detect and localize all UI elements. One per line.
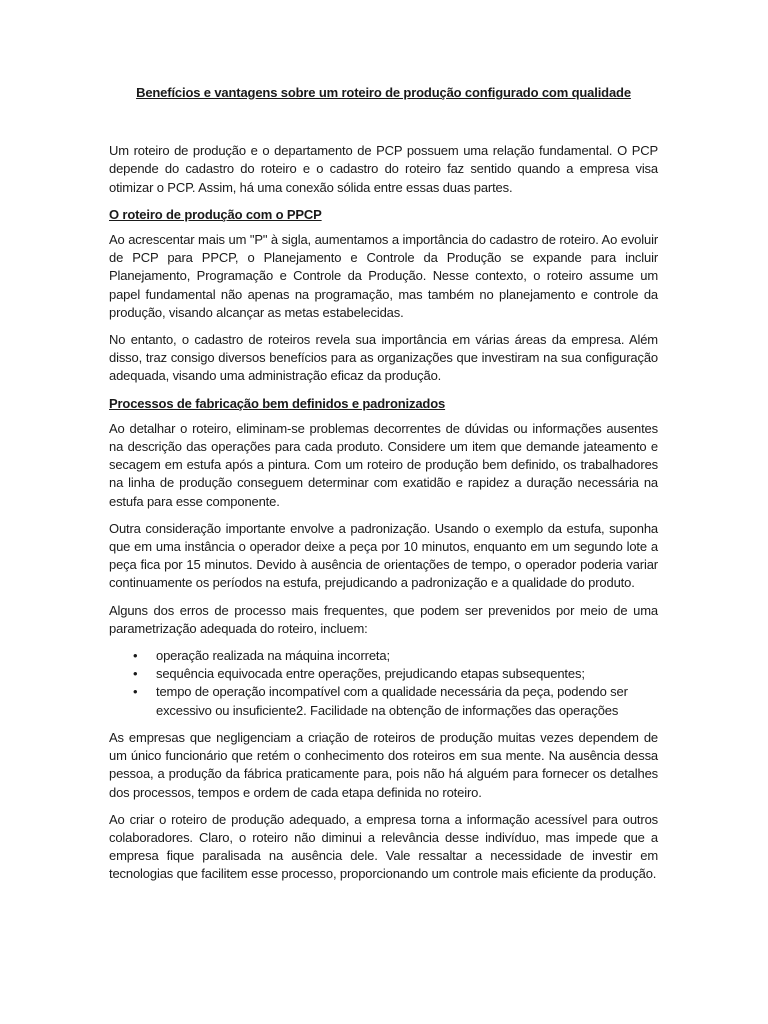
document-title: Benefícios e vantagens sobre um roteiro de produção configurado com qualidade bbox=[136, 85, 631, 100]
paragraph: As empresas que negligenciam a criação de roteiros de produção muitas vezes dependem de um único funcionário que retém o conhecimento dos roteiros em sua mente. Na ausência dessa pessoa, a produção da fábrica praticamente para, pois não há alguém para fornecer os detalhes dos processos, tempos e ordem de cada etapa definida no roteiro. bbox=[109, 729, 658, 800]
list-item-text: tempo de operação incompatível com a qualidade necessária da peça, podendo ser excessivo ou insuficiente2. Facilidade na obtenção de informações das operações bbox=[156, 684, 628, 718]
section-heading-processes: Processos de fabricação bem definidos e padronizados bbox=[109, 395, 446, 411]
paragraph: No entanto, o cadastro de roteiros revela sua importância em várias áreas da empresa. Além disso, traz consigo diversos benefícios para as organizações que investiram na sua configuração adequada, visando uma administração eficaz da produção. bbox=[109, 332, 658, 384]
section-heading-ppcp: O roteiro de produção com o PPCP bbox=[109, 206, 322, 222]
bullet-icon: • bbox=[133, 684, 138, 700]
list-item bbox=[133, 665, 658, 683]
list-item-text: sequência equivocada entre operações, prejudicando etapas subsequentes; bbox=[156, 666, 585, 682]
paragraph: Ao criar o roteiro de produção adequado, a empresa torna a informação acessível para outros colaboradores. Claro, o roteiro não diminui a relevância desse indivíduo, mas impede que a empresa fique paralisada na ausência dele. Vale ressaltar a necessidade de investir em tecnologias que facilitem esse processo, proporcionando um controle mais eficiente da produção. bbox=[109, 811, 658, 882]
list-item-text: operação realizada na máquina incorreta; bbox=[156, 648, 390, 664]
list-item bbox=[133, 647, 658, 665]
document-page bbox=[109, 84, 658, 893]
error-list bbox=[109, 647, 658, 720]
intro-paragraph: Um roteiro de produção e o departamento de PCP possuem uma relação fundamental. O PCP depende do cadastro do roteiro e o cadastro do roteiro faz sentido quando a empresa visa otimizar o PCP. Assim, há uma conexão sólida entre essas duas partes. bbox=[109, 143, 658, 195]
paragraph: Outra consideração importante envolve a padronização. Usando o exemplo da estufa, suponha que em uma instância o operador deixe a peça por 10 minutos, enquanto em um segundo lote a peça fica por 15 minutos. Devido à ausência de orientações de tempo, o operador poderia variar continuamente os períodos na estufa, prejudicando a padronização e a qualidade do produto. bbox=[109, 520, 658, 591]
paragraph: Ao detalhar o roteiro, eliminam-se problemas decorrentes de dúvidas ou informações ausentes na descrição das operações para cada produto. Considere um item que demande jateamento e secagem em estufa após a pintura. Com um roteiro de produção bem definido, os trabalhadores na linha de produção conseguem determinar com exatidão e rapidez a duração necessária na estufa para esse componente. bbox=[109, 420, 658, 509]
list-item bbox=[133, 683, 658, 719]
paragraph: Ao acrescentar mais um "P" à sigla, aumentamos a importância do cadastro de roteiro. Ao evoluir de PCP para PPCP, o Planejamento e Controle da Produção se expande para incluir Planejamento, Programação e Controle da Produção. Nesse contexto, o roteiro assume um papel fundamental não apenas na programação, mas também no planejamento e controle da produção, visando alcançar as metas estabelecidas. bbox=[109, 232, 658, 320]
bullet-icon: • bbox=[133, 666, 138, 682]
bullet-icon: • bbox=[133, 648, 138, 664]
paragraph: Alguns dos erros de processo mais frequentes, que podem ser prevenidos por meio de uma parametrização adequada do roteiro, incluem: bbox=[109, 602, 658, 636]
